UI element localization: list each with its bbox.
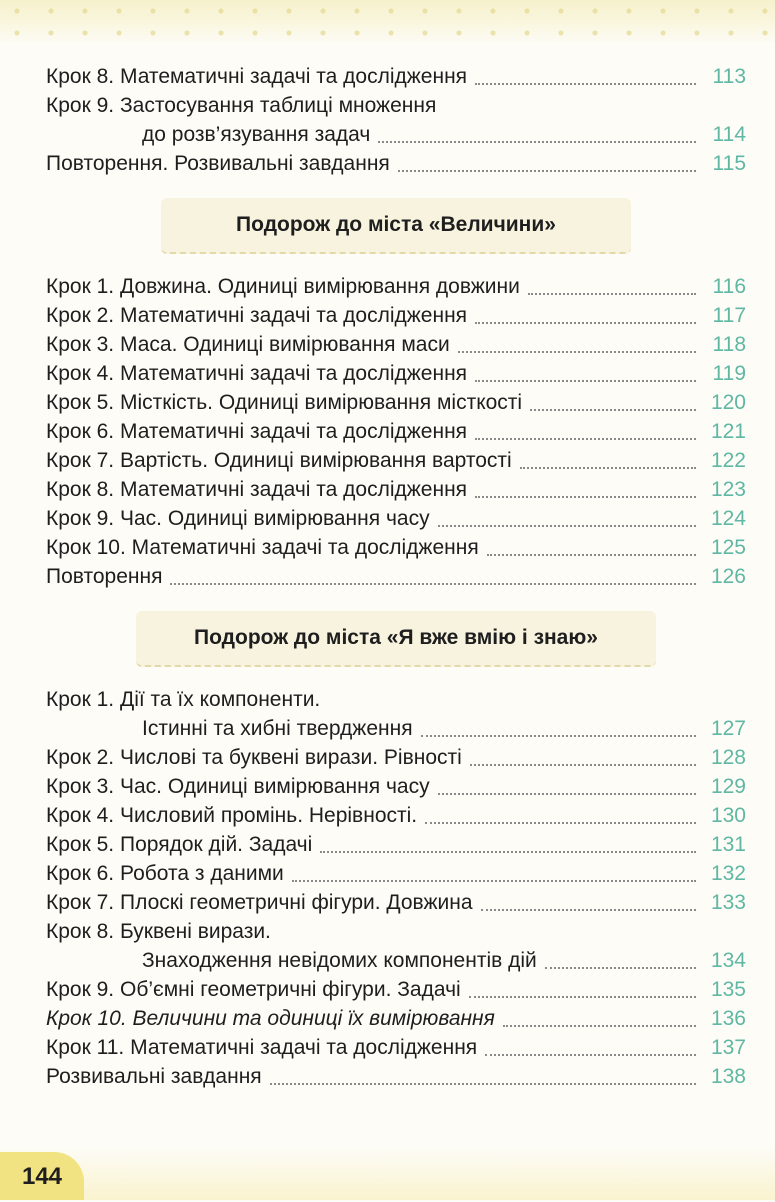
toc-page-number: 113: [712, 65, 746, 88]
toc-step-label: Крок 3.: [46, 775, 115, 798]
toc-block-1: [46, 62, 746, 178]
dot-leader: [475, 380, 696, 382]
toc-page-number: 121: [710, 420, 746, 443]
toc-step-label: Крок 10.: [46, 536, 126, 559]
section-title: Подорож до міста «Величини»: [236, 213, 556, 236]
dot-leader: [475, 438, 696, 440]
toc-page-number: 115: [712, 152, 746, 175]
toc-step-label: Крок 4.: [46, 362, 115, 385]
toc-entry[interactable]: [46, 830, 746, 859]
toc-title-text: Повторення. Розвивальні завдання: [46, 152, 390, 175]
toc-step-label: Крок 6.: [46, 862, 115, 885]
toc-step-label: Крок 5.: [46, 391, 115, 414]
toc-page-number: 119: [712, 362, 746, 385]
toc-page-number: 133: [710, 891, 746, 914]
toc-step-label: Крок 1.: [46, 688, 115, 711]
toc-step-label: Крок 10.: [46, 1007, 127, 1030]
toc-title-text: Величини та одиниці їх вимірювання: [132, 1007, 495, 1030]
toc-entry-title: [46, 62, 467, 91]
toc-title-text: Вартість. Одиниці вимірювання вартості: [119, 449, 512, 472]
toc-page-number: 122: [710, 449, 746, 472]
toc-entry-title: [46, 91, 436, 120]
dot-pattern: [0, 0, 775, 44]
toc-step-label: Крок 3.: [46, 333, 115, 356]
dot-leader: [170, 583, 696, 585]
toc-step-label: Крок 5.: [46, 833, 115, 856]
toc-page-number: 131: [710, 833, 746, 856]
dot-leader: [421, 735, 696, 737]
dot-leader: [469, 996, 696, 998]
toc-entry[interactable]: [46, 475, 746, 504]
toc-entry[interactable]: [46, 62, 746, 91]
toc-entry-title: [46, 330, 450, 359]
toc-entry[interactable]: [46, 562, 746, 591]
toc-page-number: 134: [710, 949, 746, 972]
toc-entry-title: [46, 475, 467, 504]
toc-step-label: Крок 11.: [46, 1036, 125, 1059]
toc-entry[interactable]: [46, 533, 746, 562]
section-title: Подорож до міста «Я вже вмію і знаю»: [194, 626, 598, 649]
toc-title-text: Математичні задачі та дослідження: [130, 1036, 478, 1059]
toc-title-text: Математичні задачі та дослідження: [119, 304, 468, 327]
toc-page-number: 116: [712, 275, 746, 298]
toc-entry-title: [46, 772, 430, 801]
toc-page-number: 127: [710, 717, 746, 740]
toc-entry[interactable]: [46, 1062, 746, 1091]
toc-page-number: 130: [710, 804, 746, 827]
toc-title-text: Математичні задачі та дослідження: [119, 478, 468, 501]
toc-page-number: 129: [710, 775, 746, 798]
toc-entry-title: [46, 562, 162, 591]
toc-entry-title: [46, 1004, 495, 1033]
toc-entry-title: [46, 917, 271, 946]
toc-title-text: Розвивальні завдання: [46, 1065, 262, 1088]
toc-page-number: 132: [710, 862, 746, 885]
dot-leader: [520, 467, 696, 469]
toc-entry[interactable]: [46, 743, 746, 772]
dot-leader: [425, 822, 696, 824]
toc-page-number: 124: [710, 507, 746, 530]
toc-entry[interactable]: [46, 272, 746, 301]
toc-entry-title: [46, 859, 284, 888]
toc-entry-title: [46, 888, 473, 917]
toc-step-label: Крок 7.: [46, 449, 115, 472]
dot-leader: [481, 909, 696, 911]
dot-leader: [438, 525, 696, 527]
bottom-decorative-band: [0, 1148, 775, 1200]
toc-entry-line: [46, 917, 746, 946]
toc-title-text: Плоскі геометричні фігури. Довжина: [119, 891, 473, 914]
toc-page-number: 118: [712, 333, 746, 356]
dot-leader: [487, 554, 696, 556]
toc-title-text: Числовий промінь. Нерівності.: [119, 804, 418, 827]
toc-entry[interactable]: [46, 504, 746, 533]
toc-step-label: Крок 2.: [46, 304, 115, 327]
toc-title-text: Час. Одиниці вимірювання часу: [119, 507, 430, 530]
toc-title-text: Математичні задачі та дослідження: [119, 420, 468, 443]
toc-entry-title: [46, 149, 390, 178]
toc-entry-title: [46, 504, 430, 533]
toc-title-text: Маса. Одиниці вимірювання маси: [119, 333, 450, 356]
toc-page-number: 135: [710, 978, 746, 1001]
toc-title-text: Математичні задачі та дослідження: [119, 362, 468, 385]
toc-entry-title: [46, 446, 512, 475]
toc-page-number: 126: [710, 565, 746, 588]
toc-entry-title: [46, 533, 479, 562]
toc-entry[interactable]: [46, 330, 746, 359]
dot-leader: [320, 851, 696, 853]
toc-page-number: 136: [710, 1007, 746, 1030]
toc-entry-title: [46, 1062, 262, 1091]
dot-leader: [292, 880, 696, 882]
toc-page-number: 123: [710, 478, 746, 501]
dot-leader: [398, 170, 696, 172]
toc-step-label: Крок 8.: [46, 478, 115, 501]
toc-step-label: Крок 4.: [46, 804, 115, 827]
toc-title-text: Порядок дій. Задачі: [119, 833, 313, 856]
dot-leader: [475, 322, 696, 324]
dot-leader: [470, 764, 696, 766]
dot-leader: [530, 409, 696, 411]
toc-entry[interactable]: [46, 1033, 746, 1062]
dot-leader: [528, 293, 696, 295]
toc-page-number: 114: [712, 123, 746, 146]
toc-entry[interactable]: [46, 801, 746, 830]
toc-page-number: 117: [712, 304, 746, 327]
section-header-velychyny: [161, 198, 631, 254]
toc-entry-title: [46, 685, 320, 714]
toc-title-text: Об’ємні геометричні фігури. Задачі: [119, 978, 461, 1001]
toc-entry-line: [46, 685, 746, 714]
toc-title-text: Застосування таблиці множення: [119, 94, 437, 117]
toc-page-number: 125: [710, 536, 746, 559]
toc-entry[interactable]: [46, 446, 746, 475]
toc-title-continuation: Істинні та хибні твердження: [142, 717, 413, 740]
toc-title-continuation: до розв’язування задач: [142, 123, 371, 146]
toc-title-text: Повторення: [46, 565, 163, 588]
table-of-contents: [46, 62, 746, 1091]
page-number: 144: [0, 1152, 84, 1200]
toc-title-text: Довжина. Одиниці вимірювання довжини: [119, 275, 520, 298]
toc-entry[interactable]: [46, 946, 746, 975]
toc-entry-title: [46, 1033, 477, 1062]
toc-step-label: Крок 6.: [46, 420, 115, 443]
toc-entry[interactable]: [46, 1004, 746, 1033]
toc-entry-title: [46, 743, 462, 772]
toc-title-text: Дії та їх компоненти.: [119, 688, 321, 711]
toc-step-label: Крок 9.: [46, 94, 115, 117]
toc-title-text: Робота з даними: [119, 862, 284, 885]
toc-page-number: 138: [710, 1065, 746, 1088]
toc-title-text: Буквені вирази.: [119, 920, 271, 943]
toc-entry[interactable]: [46, 975, 746, 1004]
toc-step-label: Крок 1.: [46, 275, 115, 298]
toc-title-text: Час. Одиниці вимірювання часу: [119, 775, 430, 798]
toc-title-text: Місткість. Одиниці вимірювання місткості: [119, 391, 523, 414]
toc-step-label: Крок 9.: [46, 507, 115, 530]
toc-entry-title: [46, 272, 520, 301]
toc-step-label: Крок 9.: [46, 978, 115, 1001]
toc-entry[interactable]: [46, 359, 746, 388]
dot-leader: [378, 141, 696, 143]
toc-block-3: [46, 685, 746, 1091]
toc-entry[interactable]: [46, 388, 746, 417]
toc-entry[interactable]: [46, 772, 746, 801]
toc-entry-title: [46, 301, 467, 330]
dot-leader: [475, 496, 696, 498]
toc-entry[interactable]: [46, 714, 746, 743]
toc-entry[interactable]: [46, 301, 746, 330]
toc-entry-title: [46, 417, 467, 446]
top-decorative-band: [0, 0, 775, 44]
dot-leader: [438, 793, 696, 795]
toc-entry-title: [46, 388, 522, 417]
dot-leader: [485, 1054, 696, 1056]
toc-entry-title: [46, 359, 467, 388]
toc-title-continuation: Знаходження невідомих компонентів дій: [142, 949, 537, 972]
toc-step-label: Крок 8.: [46, 65, 115, 88]
section-header-ya-vzhe-vmiyu: [136, 611, 656, 667]
toc-step-label: Крок 8.: [46, 920, 115, 943]
toc-entry[interactable]: [46, 859, 746, 888]
dot-leader: [545, 967, 696, 969]
dot-leader: [270, 1083, 696, 1085]
toc-page-number: 128: [710, 746, 746, 769]
toc-entry-line: [46, 91, 746, 120]
dot-leader: [503, 1025, 696, 1027]
dot-leader: [458, 351, 696, 353]
toc-entry-title: [46, 975, 461, 1004]
toc-page-number: 120: [710, 391, 746, 414]
toc-page-number: 137: [710, 1036, 746, 1059]
toc-block-2: [46, 272, 746, 591]
toc-step-label: Крок 7.: [46, 891, 115, 914]
toc-title-text: Математичні задачі та дослідження: [119, 65, 468, 88]
toc-entry-title: [46, 830, 312, 859]
toc-entry[interactable]: [46, 888, 746, 917]
toc-entry[interactable]: [46, 417, 746, 446]
toc-title-text: Числові та буквені вирази. Рівності: [119, 746, 462, 769]
toc-entry[interactable]: [46, 120, 746, 149]
dot-leader: [475, 83, 696, 85]
toc-title-text: Математичні задачі та дослідження: [131, 536, 479, 559]
toc-step-label: Крок 2.: [46, 746, 115, 769]
toc-entry-title: [46, 801, 417, 830]
toc-entry[interactable]: [46, 149, 746, 178]
